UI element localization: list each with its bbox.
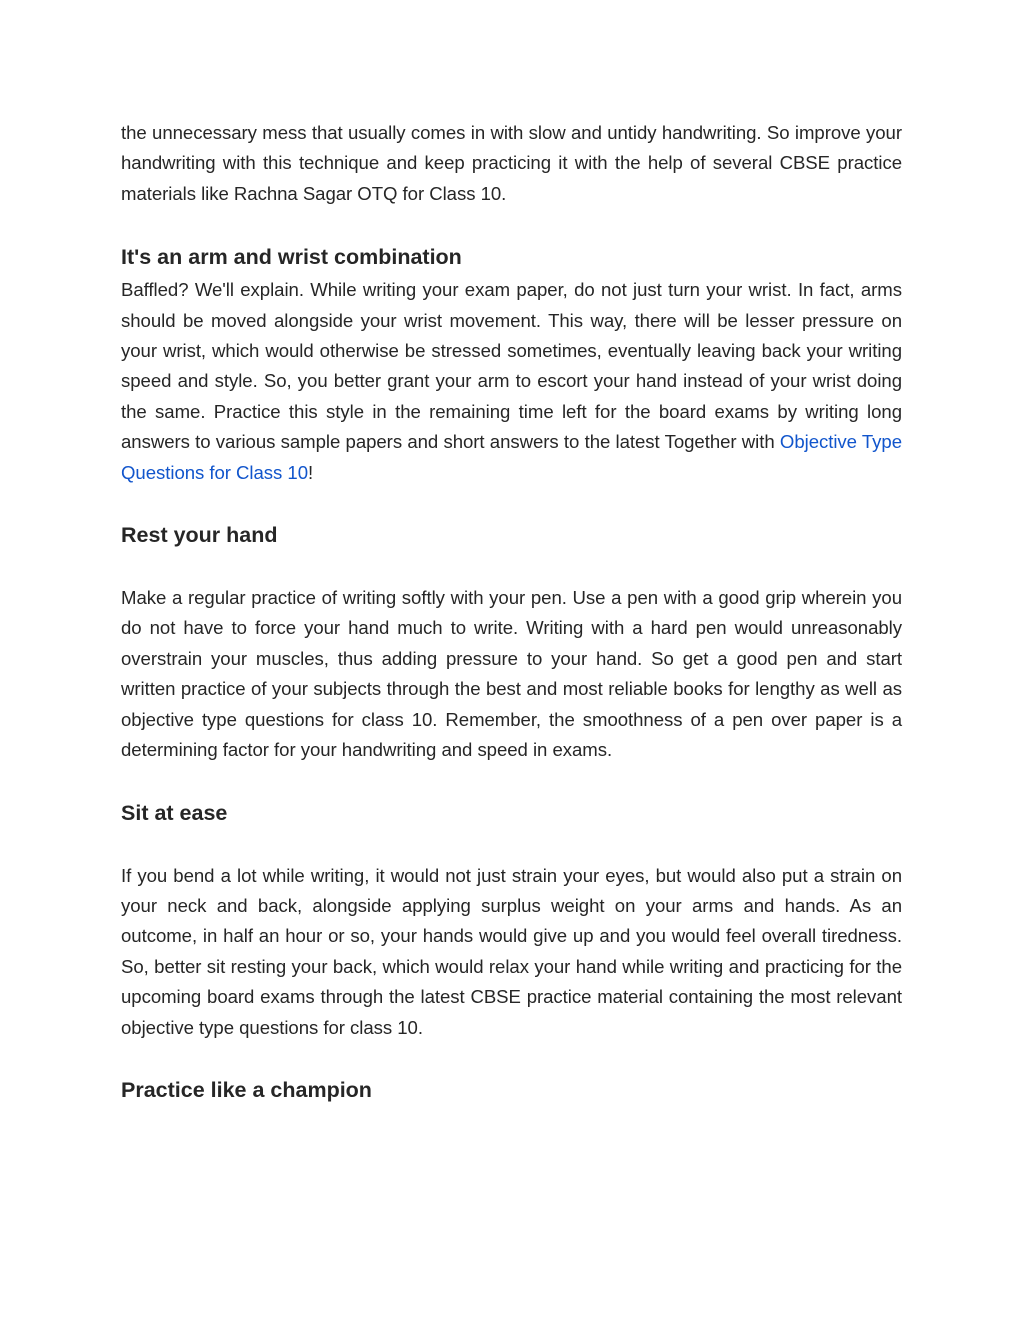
rest-hand-heading: Rest your hand <box>121 523 278 548</box>
sit-ease-paragraph: If you bend a lot while writing, it would not just strain your eyes, but would also put a strain on your neck and back, alongside applying surplus weight on your arms and hands. As an outcome, in half an hour or so, your hands would give up and you would feel overall tiredness. So, better sit resting your back, which would relax your hand while writing and practicing for the upcoming board exams through the latest CBSE practice material containing the most relevant objective type questions for class 10. <box>121 864 902 1038</box>
arm-wrist-text-end: ! <box>308 461 314 483</box>
sit-ease-heading: Sit at ease <box>121 800 228 825</box>
practice-champion-heading: Practice like a champion <box>121 1077 372 1102</box>
document-page <box>121 118 902 1105</box>
arm-wrist-paragraph <box>121 275 902 488</box>
objective-questions-link[interactable]: Objective Type Questions for Class 10 <box>121 431 902 483</box>
rest-hand-paragraph: Make a regular practice of writing softly with your pen. Use a pen with a good grip wherein you do not have to force your hand much to write. Writing with a hard pen would unreasonably overstrain your muscles, thus adding pressure to your hand. So get a good pen and start written practice of your subjects through the best and most reliable books for lengthy as well as objective type questions for class 10. Remember, the smoothness of a pen over paper is a determining factor for your handwriting and speed in exams. <box>121 587 902 761</box>
arm-wrist-text: Baffled? We'll explain. While writing your exam paper, do not just turn your wrist. In fact, arms should be moved alongside your wrist movement. This way, there will be lesser pressure on your wrist, which would otherwise be stressed sometimes, eventually leaving back your writing speed and style. So, you better grant your arm to escort your hand instead of your wrist doing the same. Practice this style in the remaining time left for the board exams by writing long answers to various sample papers and short answers to the latest Together with <box>121 279 902 453</box>
arm-wrist-heading: It's an arm and wrist combination <box>121 245 462 270</box>
intro-paragraph: the unnecessary mess that usually comes in with slow and untidy handwriting. So improve your handwriting with this technique and keep practicing it with the help of several CBSE practice materials like Rachna Sagar OTQ for Class 10. <box>121 122 902 204</box>
